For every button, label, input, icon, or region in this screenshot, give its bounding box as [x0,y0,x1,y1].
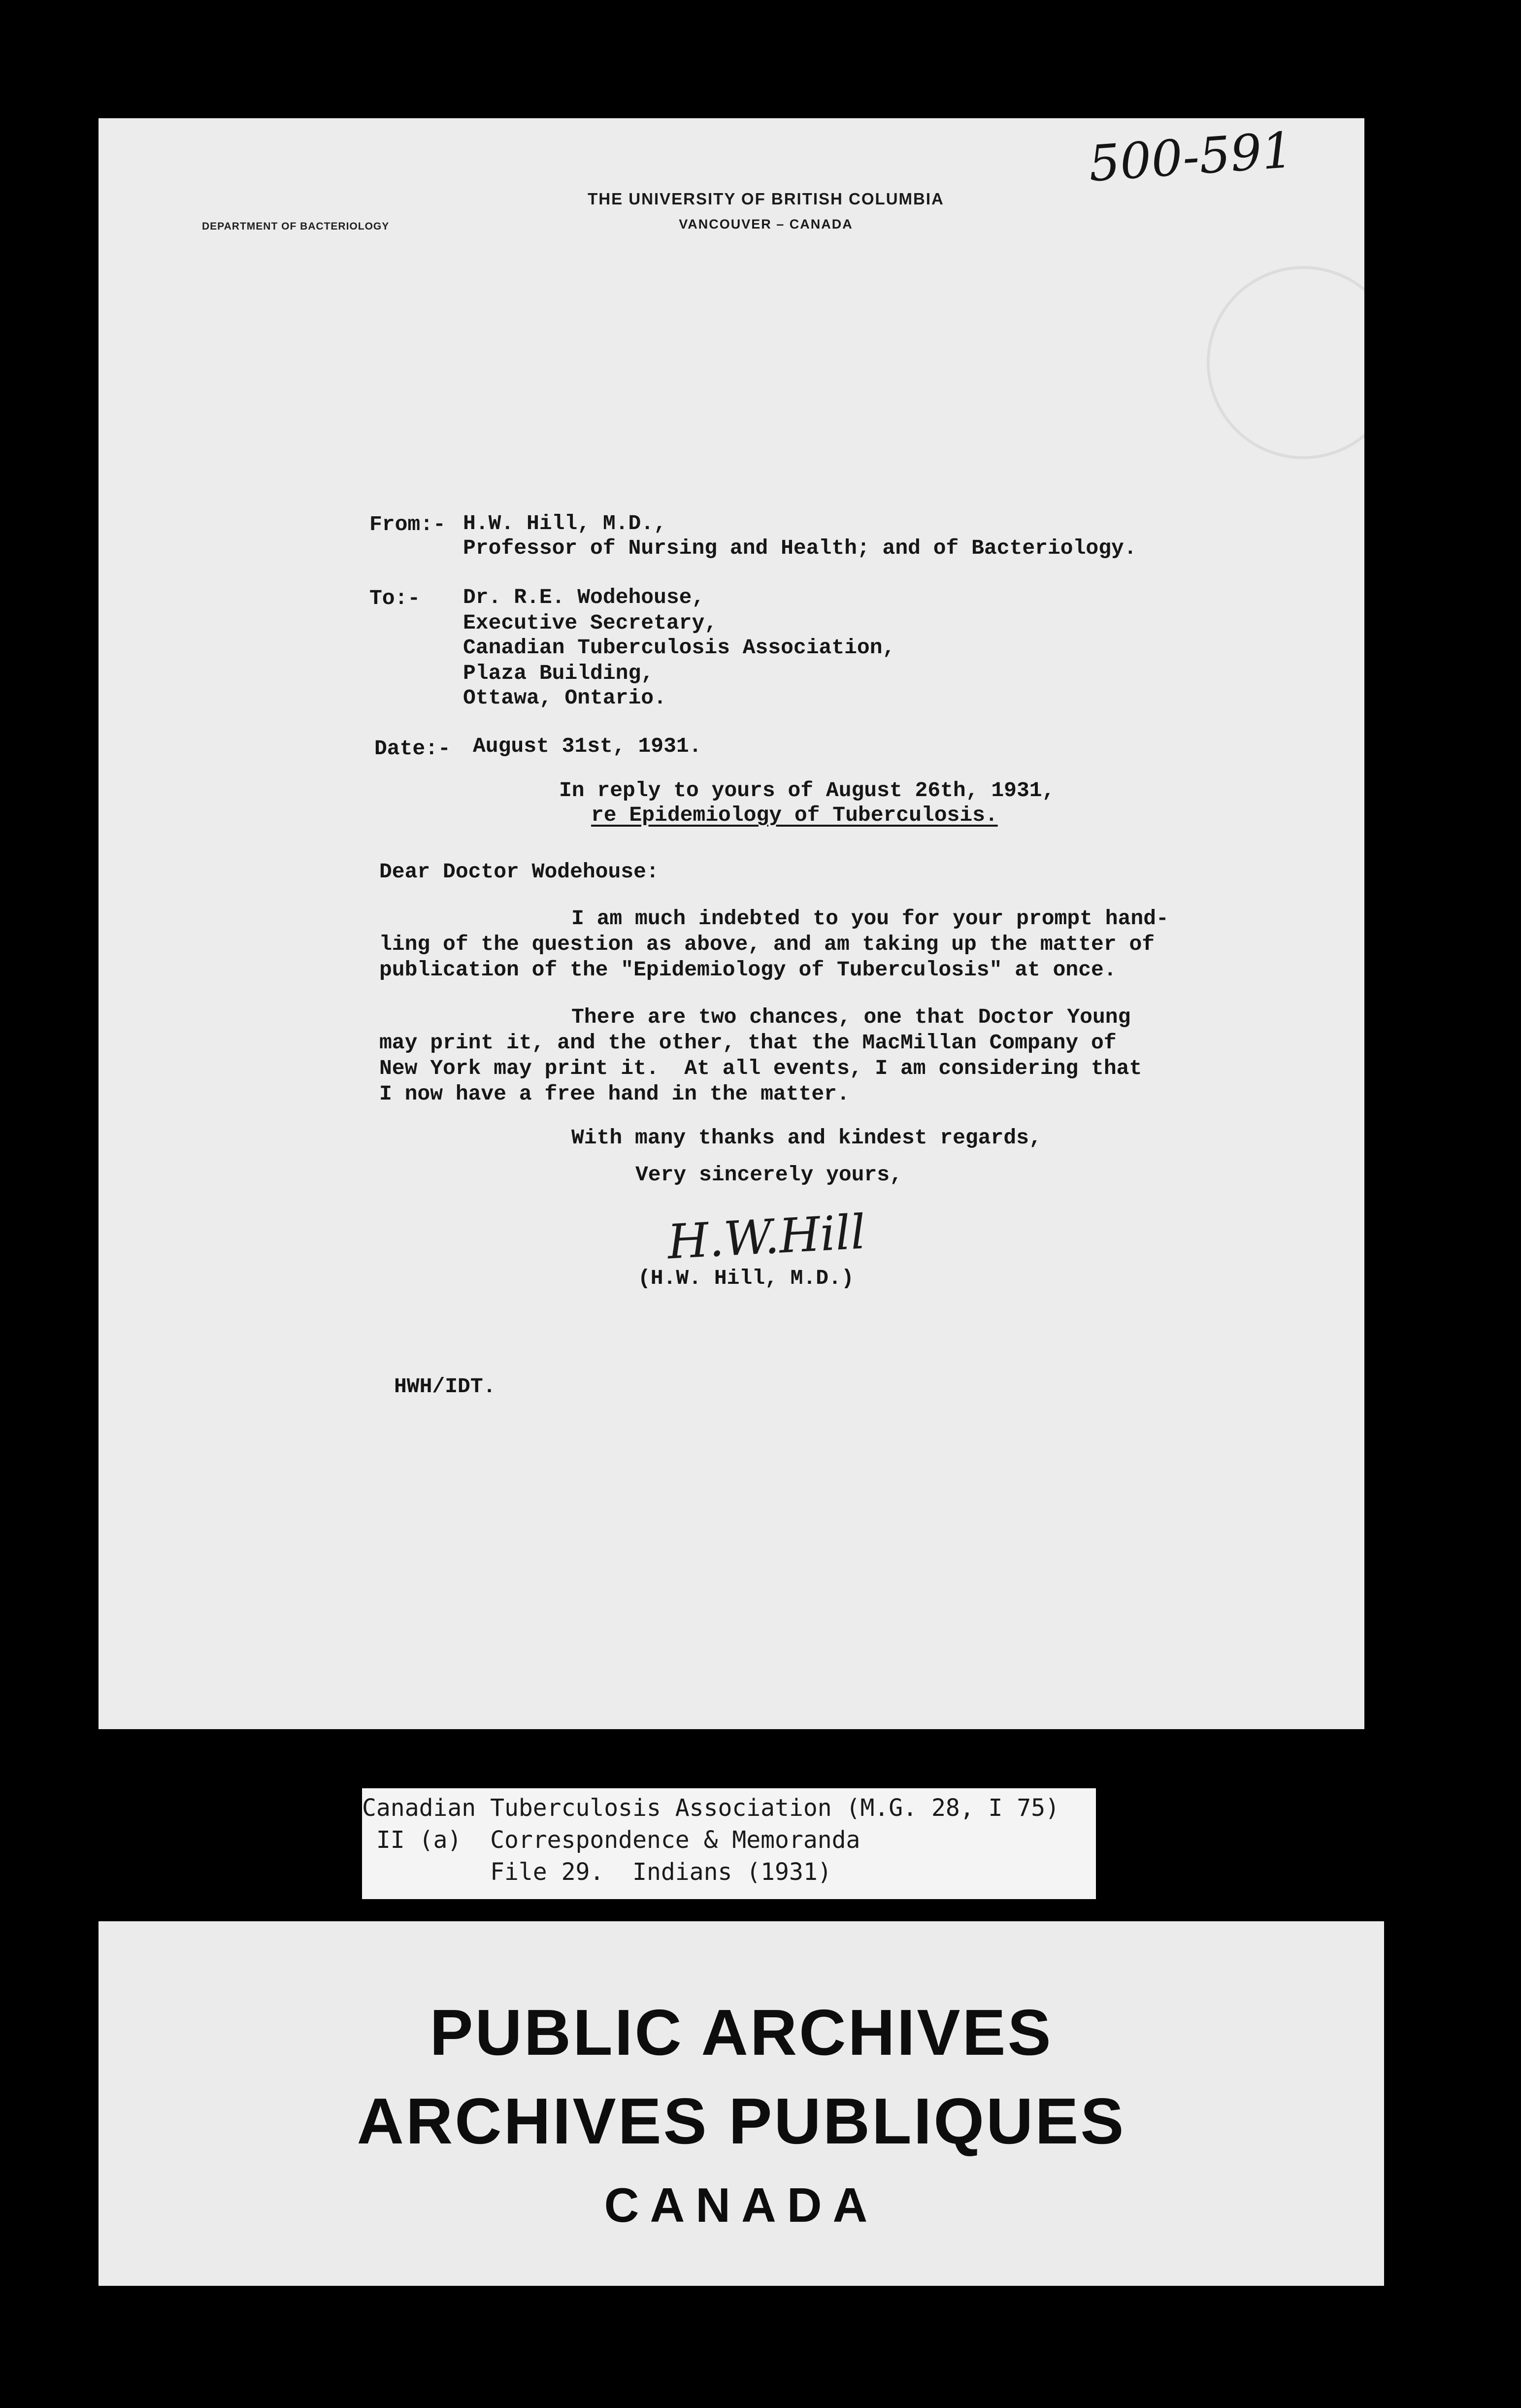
date-value: August 31st, 1931. [473,734,702,758]
letterhead-location: VANCOUVER – CANADA [679,217,853,232]
body-line: New York may print it. At all events, I am considering that [379,1056,1142,1080]
reference-line-2: re Epidemiology of Tuberculosis. [591,803,998,827]
handwritten-reference-number: 500-591 [1087,121,1295,193]
body-line: ling of the question as above, and am taking up the matter of [379,932,1155,956]
letterhead-department: DEPARTMENT OF BACTERIOLOGY [202,221,390,232]
body-line: With many thanks and kindest regards, [571,1126,1042,1150]
typist-initials: HWH/IDT. [394,1374,496,1399]
archive-file-label [362,1788,1096,1899]
faint-seal-decoration [1207,266,1364,459]
body-line: I am much indebted to you for your prompt hand- [571,906,1169,931]
file-label-line-1: Canadian Tuberculosis Association (M.G. 28, I 75) [362,1794,1060,1822]
from-name: H.W. Hill, M.D., [463,511,666,535]
closing: Very sincerely yours, [635,1163,902,1187]
to-line: Executive Secretary, [463,611,718,635]
archives-line-country: CANADA [604,2178,879,2232]
to-line: Ottawa, Ontario. [463,686,666,710]
handwritten-signature: H.W.Hill [666,1204,867,1270]
to-line: Plaza Building, [463,661,654,685]
to-line: Canadian Tuberculosis Association, [463,635,895,660]
body-line: publication of the "Epidemiology of Tuberculosis" at once. [379,958,1117,982]
public-archives-banner [99,1921,1384,2286]
salutation: Dear Doctor Wodehouse: [379,860,659,884]
archives-line-french: ARCHIVES PUBLIQUES [357,2085,1126,2157]
signature-typed: (H.W. Hill, M.D.) [638,1266,854,1290]
body-line: I now have a free hand in the matter. [379,1082,850,1106]
letter-page [99,118,1364,1729]
body-line: may print it, and the other, that the MacMillan Company of [379,1031,1117,1055]
from-label: From:- [369,512,446,536]
from-title: Professor of Nursing and Health; and of Bacteriology. [463,536,1137,560]
to-line: Dr. R.E. Wodehouse, [463,585,705,609]
body-line: There are two chances, one that Doctor Young [571,1005,1131,1029]
file-label-line-2: II (a) Correspondence & Memoranda [362,1826,860,1854]
reference-line-1: In reply to yours of August 26th, 1931, [559,778,1055,803]
date-label: Date:- [374,736,451,761]
archives-line-english: PUBLIC ARCHIVES [430,1996,1053,2069]
to-label: To:- [369,586,421,610]
letterhead-university: THE UNIVERSITY OF BRITISH COLUMBIA [588,190,944,208]
watermark-decoration: ​ [585,769,597,854]
file-label-line-3: File 29. Indians (1931) [362,1858,832,1886]
